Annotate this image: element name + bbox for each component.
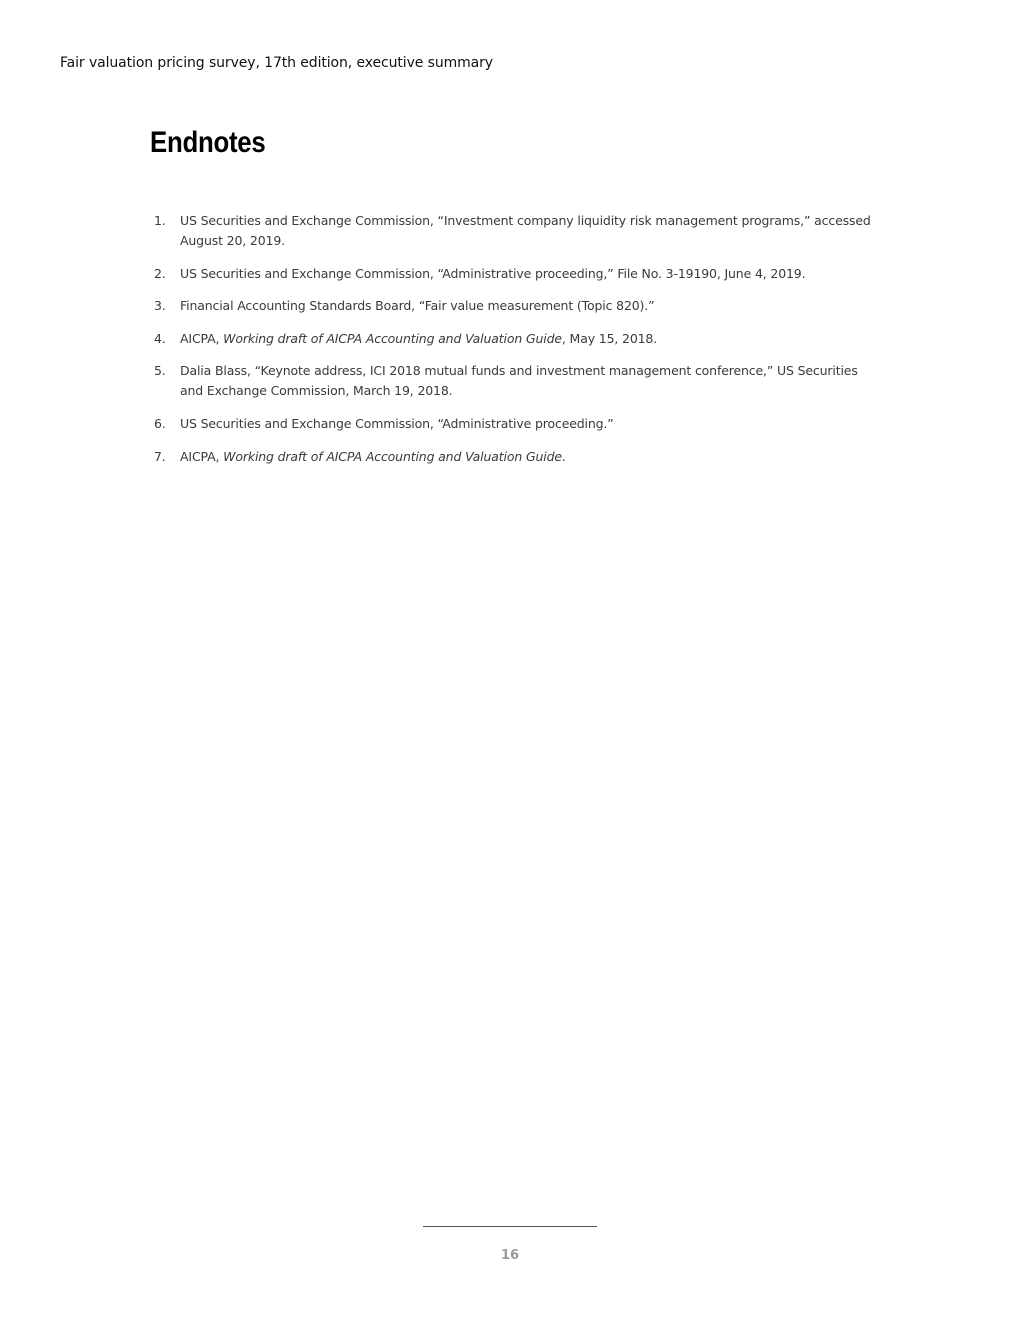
endnote-text xyxy=(180,264,878,284)
endnotes-list xyxy=(150,211,878,479)
endnote-text-plain: US Securities and Exchange Commission, “Investment company liquidity risk management programs,” accessed August 20, 2019. xyxy=(180,213,871,248)
page-number: 16 xyxy=(500,1248,520,1263)
endnote-text-italic: Working draft of AICPA Accounting and Valuation Guide xyxy=(223,330,562,346)
endnote-item xyxy=(150,296,878,316)
endnote-item xyxy=(150,211,878,251)
endnote-text xyxy=(180,361,878,401)
endnote-item xyxy=(150,329,878,349)
endnote-text xyxy=(180,211,878,251)
endnote-text-plain: US Securities and Exchange Commission, “Administrative proceeding,” File No. 3-19190, June 4, 2019. xyxy=(180,265,806,281)
endnote-text-tail: , May 15, 2018. xyxy=(561,330,658,346)
endnote-text xyxy=(180,414,878,434)
endnote-number: 2. xyxy=(154,265,166,281)
endnote-text xyxy=(180,296,878,316)
endnote-number: 3. xyxy=(154,298,166,314)
endnote-number: 1. xyxy=(154,213,166,228)
endnote-number: 4. xyxy=(154,330,166,346)
endnote-text xyxy=(180,329,878,349)
endnote-text-plain: US Securities and Exchange Commission, “Administrative proceeding.” xyxy=(180,415,614,431)
endnote-text-plain: AICPA, xyxy=(180,448,224,464)
page-title: Endnotes xyxy=(150,126,266,159)
endnote-text xyxy=(180,447,878,467)
endnote-number: 7. xyxy=(154,448,166,464)
endnote-text-tail: . xyxy=(561,448,566,464)
endnote-text-plain: Financial Accounting Standards Board, “Fair value measurement (Topic 820).” xyxy=(180,298,655,314)
endnote-number: 5. xyxy=(154,363,166,379)
endnote-item xyxy=(150,414,878,434)
endnote-text-italic: Working draft of AICPA Accounting and Valuation Guide xyxy=(223,448,562,464)
running-header: Fair valuation pricing survey, 17th edition, executive summary xyxy=(60,55,493,71)
endnote-text-plain: AICPA, xyxy=(180,330,224,346)
endnote-item xyxy=(150,361,878,401)
endnote-number: 6. xyxy=(154,415,166,431)
endnote-item xyxy=(150,264,878,284)
endnote-text-plain: Dalia Blass, “Keynote address, ICI 2018 mutual funds and investment management conference,” US Securities and Exchange Commission, March 19, 2018. xyxy=(180,363,858,399)
endnote-item xyxy=(150,447,878,467)
footer-divider xyxy=(423,1226,597,1227)
